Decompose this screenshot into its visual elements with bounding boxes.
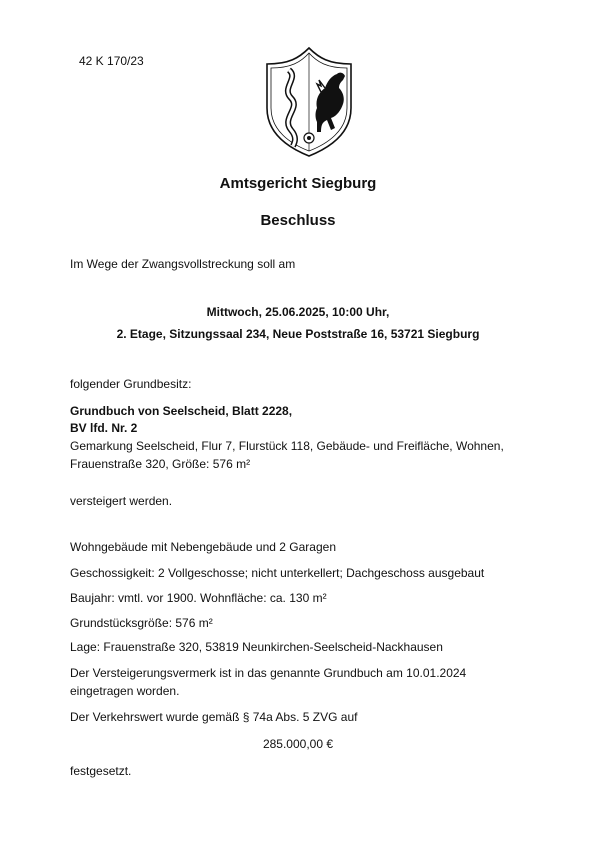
registration-line2: eingetragen worden. <box>70 684 180 698</box>
auction-location: 2. Etage, Sitzungssaal 234, Neue Poststraße 16, 53721 Siegburg <box>116 327 480 341</box>
value-intro: Der Verkehrswert wurde gemäß § 74a Abs. 5 ZVG auf <box>70 710 358 724</box>
court-name: Amtsgericht Siegburg <box>219 175 377 192</box>
detail-line: Wohngebäude mit Nebengebäude und 2 Garagen <box>70 540 336 554</box>
detail-line: Geschossigkeit: 2 Vollgeschosse; nicht unterkellert; Dachgeschoss ausgebaut <box>70 566 485 580</box>
detail-line: Grundstücksgröße: 576 m² <box>70 616 213 630</box>
property-intro: folgender Grundbesitz: <box>70 377 192 391</box>
detail-line: Baujahr: vmtl. vor 1900. Wohnfläche: ca. 130 m² <box>70 591 327 605</box>
detail-line: Lage: Frauenstraße 320, 53819 Neunkirchen-Seelscheid-Nackhausen <box>70 640 443 654</box>
nrw-coat-of-arms-icon <box>259 46 359 158</box>
intro-text: Im Wege der Zwangsvollstreckung soll am <box>70 257 296 271</box>
land-register: Grundbuch von Seelscheid, Blatt 2228, <box>70 404 293 418</box>
market-value-amount: 285.000,00 € <box>262 737 334 751</box>
case-number: 42 K 170/23 <box>79 54 144 68</box>
bv-number: BV lfd. Nr. 2 <box>70 421 138 435</box>
auction-phrase: versteigert werden. <box>70 494 173 508</box>
parcel-description-line2: Frauenstraße 320, Größe: 576 m² <box>70 457 251 471</box>
auction-date: Mittwoch, 25.06.2025, 10:00 Uhr, <box>206 305 390 319</box>
registration-line1: Der Versteigerungsvermerk ist in das genannte Grundbuch am 10.01.2024 <box>70 666 467 680</box>
parcel-description-line1: Gemarkung Seelscheid, Flur 7, Flurstück 118, Gebäude- und Freifläche, Wohnen, <box>70 439 504 453</box>
closing-text: festgesetzt. <box>70 764 132 778</box>
document-title: Beschluss <box>260 212 336 229</box>
